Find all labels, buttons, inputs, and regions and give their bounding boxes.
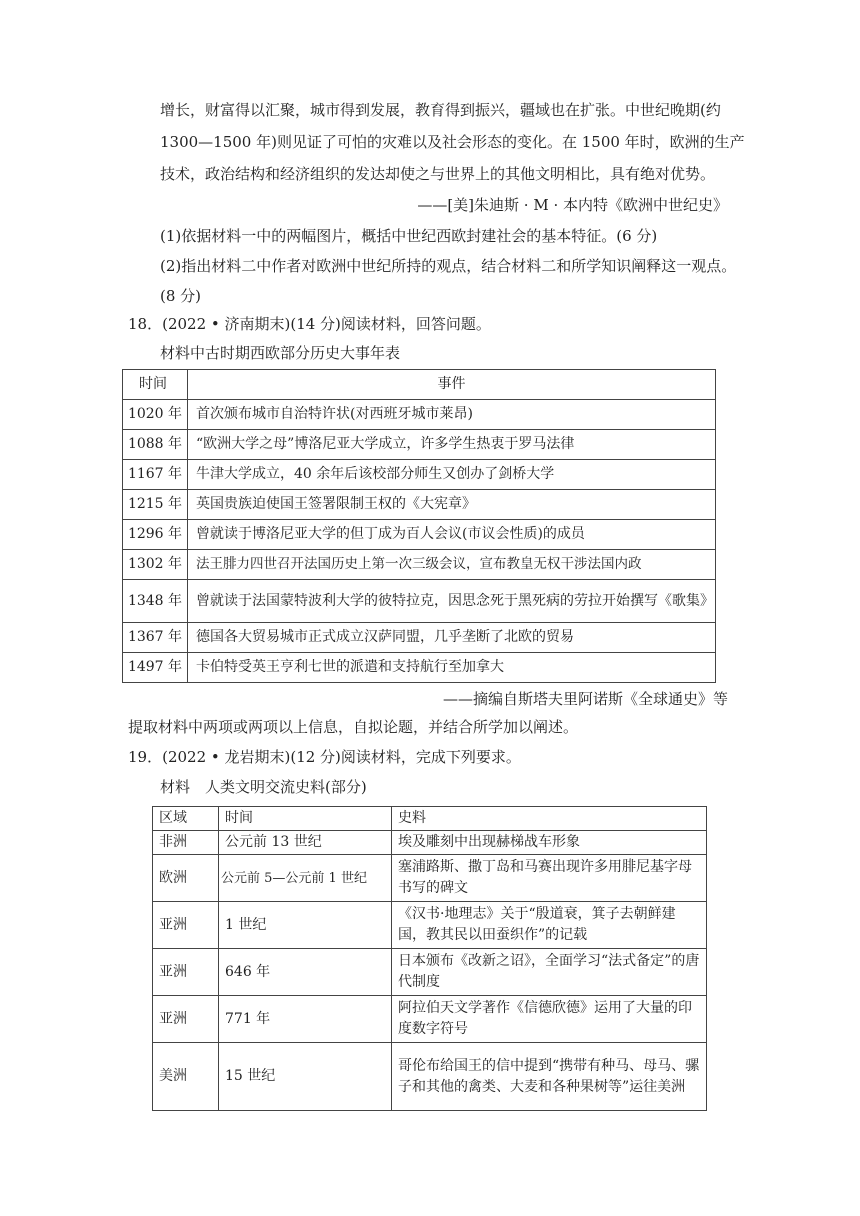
time-cell: 646 年 (219, 949, 392, 996)
event-cell: 曾就读于法国蒙特波利大学的彼特拉克，因思念死于黑死病的劳拉开始撰写《歌集》 (188, 580, 716, 623)
question-part-1: (1)依据材料一中的两幅图片，概括中世纪西欧封建社会的基本特征。(6 分) (160, 227, 658, 245)
exchange-history-table (152, 806, 707, 1111)
event-cell: 牛津大学成立，40 余年后该校部分师生又创办了剑桥大学 (188, 460, 716, 490)
record-cell: 《汉书·地理志》关于“殷道衰，箕子去朝鲜建国，教其民以田蚕织作”的记载 (392, 902, 707, 949)
question-part-2-score: (8 分) (160, 287, 202, 305)
question-18-prompt: 提取材料中两项或两项以上信息，自拟论题，并结合所学加以阐述。 (128, 718, 579, 736)
region-cell: 欧洲 (153, 855, 219, 902)
header-cell-time: 时间 (123, 370, 188, 400)
year-cell: 1215 年 (123, 490, 188, 520)
record-cell: 塞浦路斯、撒丁岛和马赛出现许多用腓尼基字母书写的碑文 (392, 855, 707, 902)
year-cell: 1088 年 (123, 430, 188, 460)
source-citation: ——[美]朱迪斯 · M · 本内特《欧洲中世纪史》 (417, 196, 728, 214)
year-cell: 1296 年 (123, 520, 188, 550)
event-cell: 曾就读于博洛尼亚大学的但丁成为百人会议(市议会性质)的成员 (188, 520, 716, 550)
source-citation: ——摘编自斯塔夫里阿诺斯《全球通史》等 (442, 690, 728, 708)
table-header-row (153, 807, 707, 831)
event-cell: 卡伯特受英王亨利七世的派遣和支持航行至加拿大 (188, 653, 716, 683)
region-cell: 美洲 (153, 1043, 219, 1111)
region-cell: 亚洲 (153, 996, 219, 1043)
table-row (123, 400, 716, 430)
paragraph-line: 1300—1500 年)则见证了可怕的灾难以及社会形态的变化。在 1500 年时，欧洲的生产 (160, 133, 745, 151)
time-cell: 771 年 (219, 996, 392, 1043)
year-cell: 1020 年 (123, 400, 188, 430)
table-row (153, 902, 707, 949)
region-cell: 非洲 (153, 831, 219, 855)
table-row (153, 1043, 707, 1111)
time-cell: 公元前 5—公元前 1 世纪 (219, 855, 392, 902)
table-row (153, 831, 707, 855)
time-cell: 公元前 13 世纪 (219, 831, 392, 855)
record-cell: 哥伦布给国王的信中提到“携带有种马、母马、骡子和其他的禽类、大麦和各种果树等”运往美洲 (392, 1043, 707, 1111)
table-row (153, 996, 707, 1043)
event-cell: 法王腓力四世召开法国历史上第一次三级会议，宣布教皇无权干涉法国内政 (188, 550, 716, 580)
table-row (153, 949, 707, 996)
header-cell-event: 事件 (188, 370, 716, 400)
table-row (123, 623, 716, 653)
header-cell-time: 时间 (219, 807, 392, 831)
region-cell: 亚洲 (153, 902, 219, 949)
table-row (153, 855, 707, 902)
event-cell: “欧洲大学之母”博洛尼亚大学成立，许多学生热衷于罗马法律 (188, 430, 716, 460)
record-cell: 日本颁布《改新之诏》，全面学习“法式备定”的唐代制度 (392, 949, 707, 996)
header-cell-record: 史料 (392, 807, 707, 831)
event-cell: 首次颁布城市自治特许状(对西班牙城市莱昂) (188, 400, 716, 430)
event-cell: 英国贵族迫使国王签署限制王权的《大宪章》 (188, 490, 716, 520)
question-19-heading: 19．(2022 • 龙岩期末)(12 分)阅读材料，完成下列要求。 (128, 748, 521, 766)
table-row (123, 580, 716, 623)
header-cell-region: 区域 (153, 807, 219, 831)
year-cell: 1167 年 (123, 460, 188, 490)
table-row (123, 550, 716, 580)
paragraph-line: 技术，政治结构和经济组织的发达却使之与世界上的其他文明相比，具有绝对优势。 (160, 165, 716, 183)
time-cell: 15 世纪 (219, 1043, 392, 1111)
year-cell: 1497 年 (123, 653, 188, 683)
table-header-row (123, 370, 716, 400)
question-part-2: (2)指出材料二中作者对欧洲中世纪所持的观点，结合材料二和所学知识阐释这一观点。 (160, 257, 737, 275)
table-row (123, 430, 716, 460)
paragraph-line: 增长，财富得以汇聚，城市得到发展，教育得到振兴，疆域也在扩张。中世纪晚期(约 (160, 101, 721, 119)
material-title: 材料 人类文明交流史料(部分) (160, 778, 367, 796)
material-title: 材料中古时期西欧部分历史大事年表 (160, 344, 401, 362)
region-cell: 亚洲 (153, 949, 219, 996)
record-cell: 埃及雕刻中出现赫梯战车形象 (392, 831, 707, 855)
table-row (123, 460, 716, 490)
year-cell: 1302 年 (123, 550, 188, 580)
event-cell: 德国各大贸易城市正式成立汉萨同盟，几乎垄断了北欧的贸易 (188, 623, 716, 653)
question-18-heading: 18．(2022 • 济南期末)(14 分)阅读材料，回答问题。 (128, 315, 491, 333)
table-row (123, 653, 716, 683)
table-row (123, 520, 716, 550)
record-cell: 阿拉伯天文学著作《信德欣德》运用了大量的印度数字符号 (392, 996, 707, 1043)
table-row (123, 490, 716, 520)
chronology-table (122, 369, 716, 683)
year-cell: 1348 年 (123, 580, 188, 623)
time-cell: 1 世纪 (219, 902, 392, 949)
year-cell: 1367 年 (123, 623, 188, 653)
